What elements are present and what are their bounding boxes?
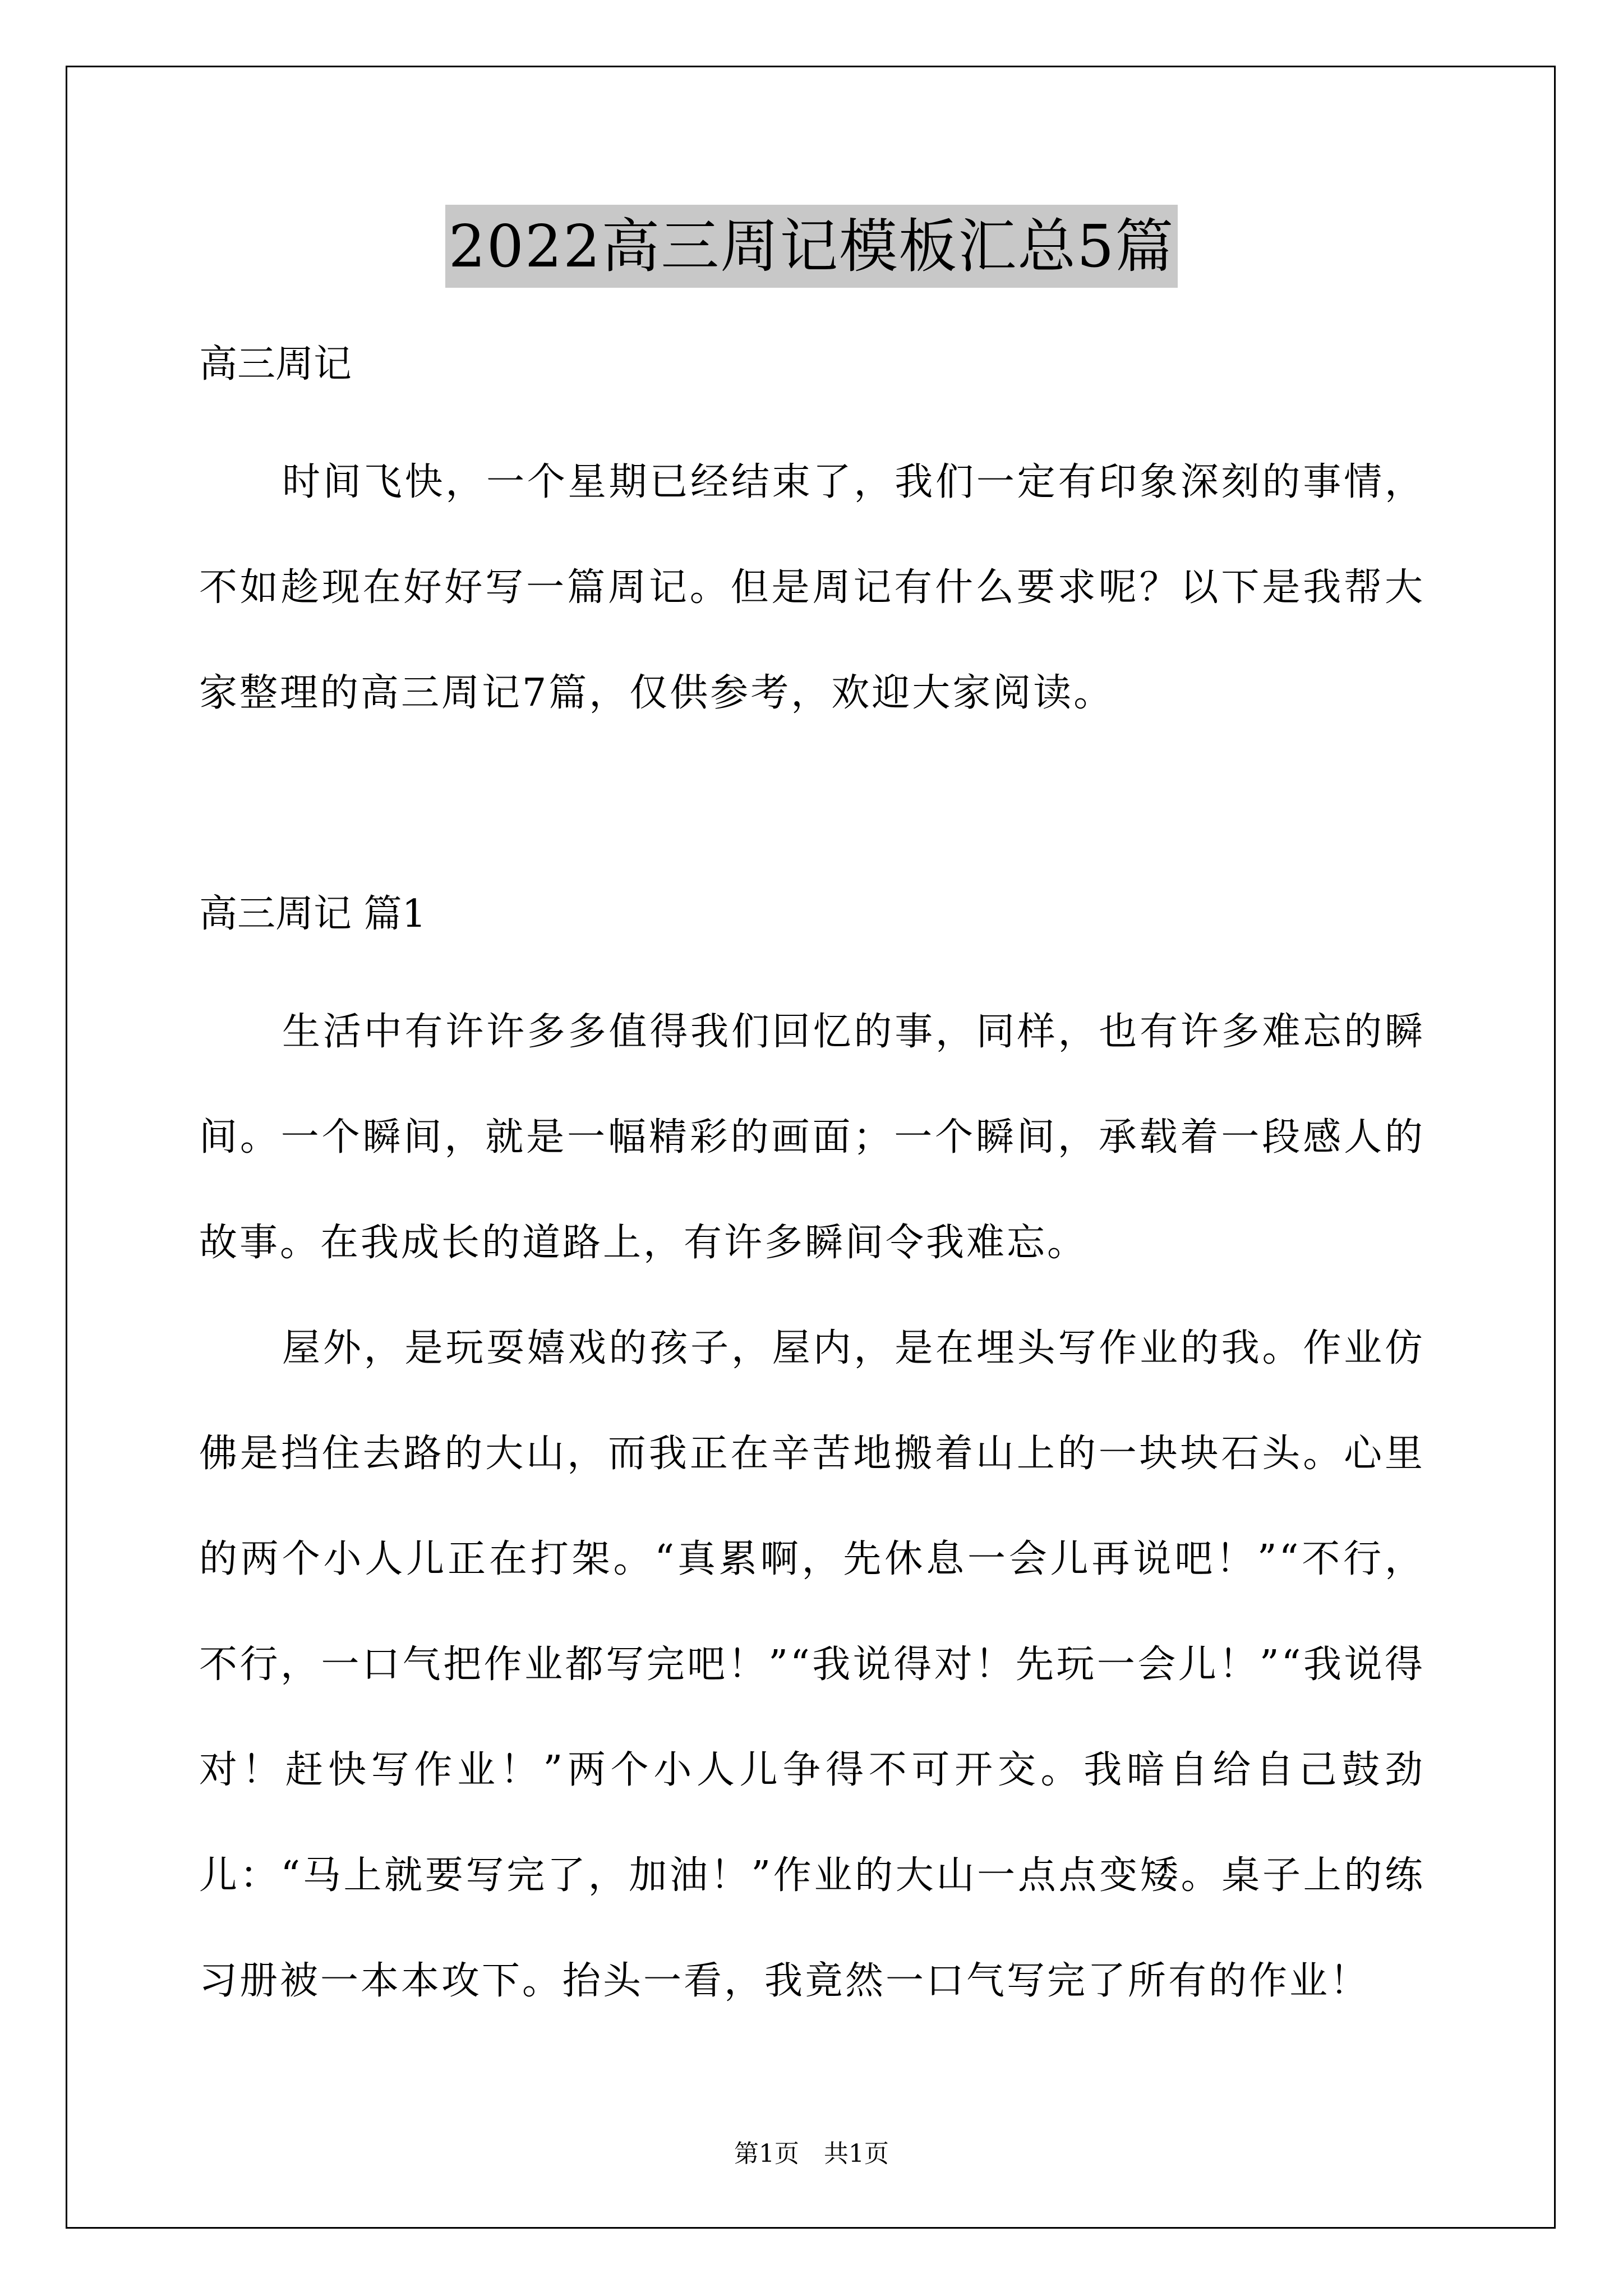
title-container: [0, 205, 1623, 288]
page-footer: 第1页 共1页: [734, 2139, 889, 2168]
intro-paragraph: 时间飞快，一个星期已经结束了，我们一定有印象深刻的事情，不如趁现在好好写一篇周记。但是周记有什么要求呢？以下是我帮大家整理的高三周记7篇，仅供参考，欢迎大家阅读。: [199, 460, 1425, 715]
document-body: [199, 337, 1425, 2034]
section-paragraph: 生活中有许许多多值得我们回忆的事，同样，也有许多难忘的瞬间。一个瞬间，就是一幅精彩的画面；一个瞬间，承载着一段感人的故事。在我成长的道路上，有许多瞬间令我难忘。: [199, 1010, 1425, 1265]
section-paragraph: 屋外，是玩耍嬉戏的孩子，屋内，是在埋头写作业的我。作业仿佛是挡住去路的大山，而我正在辛苦地搬着山上的一块块石头。心里的两个小人儿正在打架。“真累啊，先休息一会儿再说吧！”“不行，不行，一口气把作业都写完吧！”“我说得对！先玩一会儿！”“我说得对！赶快写作业！”两个小人儿争得不可开交。我暗自给自己鼓劲儿：“马上就要写完了，加油！”作业的大山一点点变矮。桌子上的练习册被一本本攻下。抬头一看，我竟然一口气写完了所有的作业！: [199, 1326, 1426, 2003]
section-heading: 高三周记 篇1: [199, 892, 426, 936]
intro-heading: 高三周记: [199, 342, 352, 386]
document-title: 2022高三周记模板汇总5篇: [445, 205, 1178, 288]
